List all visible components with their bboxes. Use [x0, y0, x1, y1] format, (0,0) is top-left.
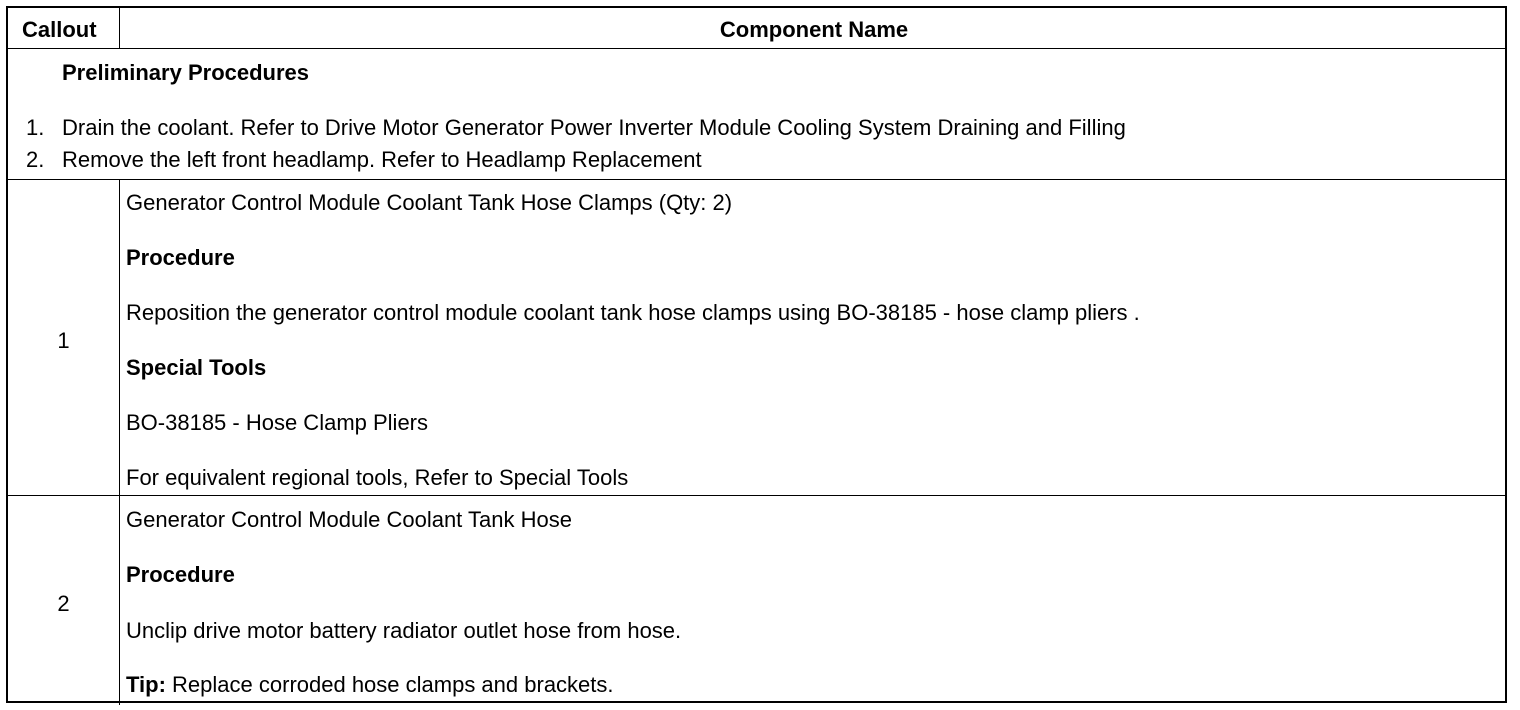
- preliminary-step-text: Remove the left front headlamp. Refer to Headlamp Replacement: [62, 147, 702, 172]
- procedure-table: [6, 6, 1507, 703]
- preliminary-step-number: 1.: [26, 115, 45, 140]
- tip-line: [126, 672, 614, 698]
- preliminary-step-text: Drain the coolant. Refer to Drive Motor Generator Power Inverter Module Cooling System Draining and Filling: [62, 115, 1126, 140]
- procedure-heading: Procedure: [126, 562, 235, 587]
- preliminary-step-number: 2.: [26, 147, 45, 172]
- component-name-header: Component Name: [719, 17, 909, 42]
- tip-text: Replace corroded hose clamps and brackets.: [172, 672, 614, 697]
- procedure-text: Unclip drive motor battery radiator outlet hose from hose.: [126, 618, 682, 643]
- callout-number: 1: [57, 328, 70, 353]
- callout-number: 2: [57, 591, 70, 616]
- procedure-text: Reposition the generator control module coolant tank hose clamps using BO-38185 - hose clamp pliers .: [126, 300, 1140, 325]
- header-divider: [119, 8, 120, 48]
- special-tools-heading: Special Tools: [126, 355, 267, 380]
- preliminary-rule: [8, 179, 1505, 180]
- row-1-rule: [8, 495, 1505, 496]
- component-name: Generator Control Module Coolant Tank Hose: [126, 507, 572, 532]
- preliminary-title: Preliminary Procedures: [62, 60, 310, 85]
- special-tools-text: BO-38185 - Hose Clamp Pliers: [126, 410, 429, 435]
- callout-header: Callout: [22, 17, 97, 42]
- row-1-divider: [119, 179, 120, 495]
- procedure-heading: Procedure: [126, 245, 235, 270]
- component-name: Generator Control Module Coolant Tank Hose Clamps (Qty: 2): [126, 190, 733, 215]
- row-2-divider: [119, 495, 120, 705]
- special-tools-note: For equivalent regional tools, Refer to Special Tools: [126, 465, 629, 490]
- header-rule: [8, 48, 1505, 49]
- tip-label: Tip:: [126, 672, 166, 697]
